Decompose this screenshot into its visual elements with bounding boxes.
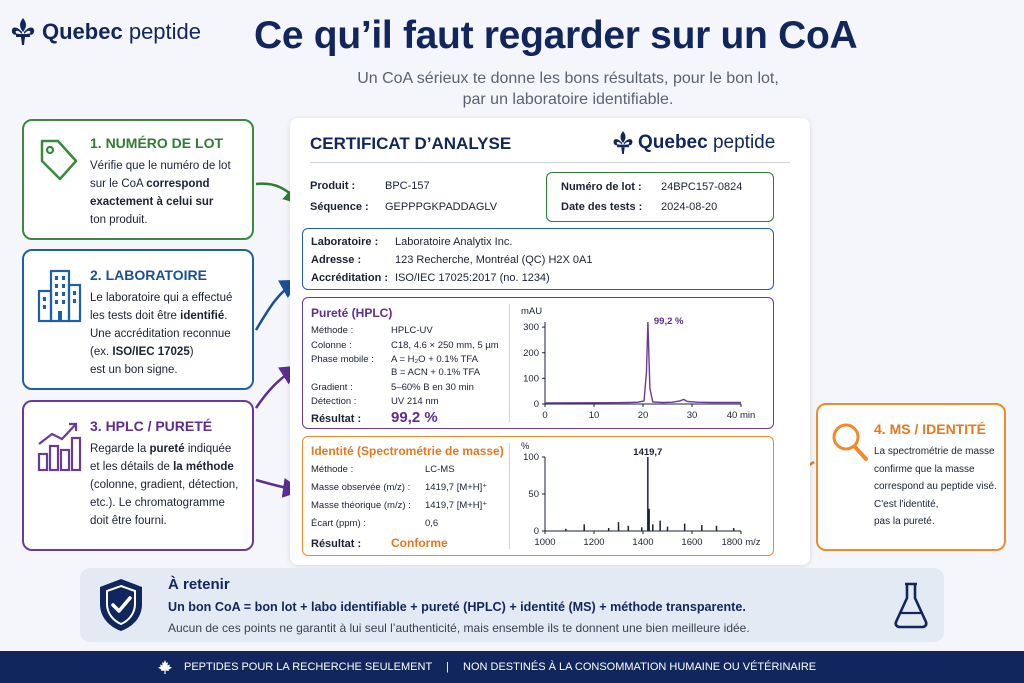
- certificate-brand: Quebec peptide: [612, 130, 775, 156]
- card-lot-text: Vérifie que le numéro de lot sur le CoA correspond exactement à celui sur ton produit.: [90, 160, 231, 226]
- shield-check-icon: [96, 576, 146, 634]
- key-takeaway: [80, 568, 944, 642]
- x-tick-label: 1800 m/z: [721, 537, 761, 548]
- footer-right: NON DESTINÉS À LA CONSOMMATION HUMAINE OU VÉTÉRINAIRE: [463, 661, 817, 673]
- brand-name: Quebec peptide: [42, 19, 202, 44]
- y-tick-label: 200: [523, 347, 539, 359]
- x-tick-label: 20: [637, 410, 649, 421]
- card-lot-title: 1. NUMÉRO DE LOT: [90, 135, 224, 151]
- product-value: BPC-157: [385, 180, 430, 192]
- product-row: Produit :: [310, 180, 356, 192]
- card-ms-title: 4. MS / IDENTITÉ: [874, 421, 987, 437]
- flask-icon: [892, 580, 930, 630]
- purity-title: Pureté (HPLC): [311, 306, 393, 320]
- x-tick-label: 1000: [534, 537, 556, 548]
- card-laboratory-title: 2. LABORATOIRE: [90, 267, 207, 283]
- identity-result: Conforme: [391, 536, 448, 550]
- hplc-chromatogram: [515, 302, 773, 426]
- purity-box: Pureté (HPLC) Méthode : HPLC-UV Colonne : C18, 4.6 × 250 mm, 5 µm Phase mobile : A = H₂O + 0.1% TFA B = ACN + 0.1% TFA Gradient : 5–60% B en 30 min Détection : UV 214 nm Résultat : 99,2 % mAU 0 100 200 300 0 10 20 30 40 min 99,2 %: [302, 297, 774, 429]
- address-value: 123 Recherche, Montréal (QC) H2X 0A1: [395, 254, 593, 266]
- y-tick-label: 0: [533, 399, 539, 410]
- x-tick-label: 10: [588, 410, 600, 421]
- y-tick-label: 100: [523, 452, 539, 463]
- card-hplc-title: 3. HPLC / PURETÉ: [90, 418, 213, 434]
- x-tick-label: 40 min: [726, 410, 756, 421]
- date-value: 2024-08-20: [661, 201, 718, 213]
- lot-value: 24BPC157-0824: [661, 181, 743, 193]
- footer-left: PEPTIDES POUR LA RECHERCHE SEULEMENT: [184, 661, 433, 673]
- x-tick-label: 0: [542, 410, 548, 421]
- accreditation-value: ISO/IEC 17025:2017 (no. 1234): [395, 272, 550, 284]
- y-axis-label: mAU: [521, 306, 543, 317]
- x-tick-label: 1200: [583, 537, 605, 548]
- page-subtitle: Un CoA sérieux te donne les bons résultats, pour le bon lot, par un laboratoire identifiable.: [357, 70, 779, 108]
- y-tick-label: 100: [523, 373, 539, 385]
- lab-box: Laboratoire : Laboratoire Analytix Inc. Adresse : 123 Recherche, Montréal (QC) H2X 0A1 Accréditation : ISO/IEC 17025:2017 (no. 1234): [302, 228, 774, 290]
- lab-value: Laboratoire Analytix Inc.: [395, 236, 513, 248]
- y-tick-label: 0: [533, 526, 539, 537]
- sequence-value: GEPPPGKPADDAGLV: [385, 201, 498, 213]
- takeaway-line2: Aucun de ces points ne garantit à lui seul l’authenticité, mais ensemble ils te donnent une bien meilleure idée.: [168, 621, 750, 635]
- certificate-divider: [310, 162, 790, 163]
- certificate-title: CERTIFICAT D’ANALYSE: [310, 134, 512, 153]
- y-axis-label: %: [521, 441, 530, 452]
- peak-label: 1419,7: [633, 447, 663, 458]
- maple-leaf-icon: [158, 660, 172, 674]
- card-ms-text: La spectrométrie de masse confirme que la masse correspond au peptide visé. C'est l'identité, pas la pureté.: [874, 446, 997, 527]
- sequence-row: Séquence :: [310, 201, 369, 213]
- y-tick-label: 300: [523, 322, 539, 334]
- certificate-document: [290, 118, 810, 565]
- peak-label: 99,2 %: [653, 316, 684, 327]
- y-tick-label: 50: [528, 489, 539, 500]
- x-tick-label: 1400: [632, 537, 654, 548]
- takeaway-line1: Un bon CoA = bon lot + labo identifiable + pureté (HPLC) + identité (MS) + méthode transparente.: [168, 600, 746, 614]
- identity-box: Identité (Spectrométrie de masse) Méthode : LC-MS Masse observée (m/z) : 1419,7 [M+H]⁺ Masse théorique (m/z) : 1419,7 [M+H]⁺ Écart (ppm) : 0,6 Résultat : Conforme % 0 50 100 1000 1200 1400 1600 1800 m/z 1419,7: [302, 436, 774, 556]
- mass-spectrum: [515, 441, 773, 553]
- lot-box: Numéro de lot : 24BPC157-0824 Date des tests : 2024-08-20: [546, 172, 774, 222]
- x-tick-label: 1600: [681, 537, 703, 548]
- page-title: Ce qu’il faut regarder sur un CoA: [254, 14, 858, 57]
- chromatogram-line: [545, 322, 741, 403]
- card-laboratory-text: Le laboratoire qui a effectué les tests doit être identifié. Une accréditation reconnue (ex. ISO/IEC 17025) est un bon signe.: [90, 292, 233, 376]
- fleur-de-lis-icon: [612, 130, 634, 156]
- takeaway-title: À retenir: [168, 576, 230, 593]
- identity-title: Identité (Spectrométrie de masse): [311, 444, 504, 458]
- footer-separator: |: [446, 661, 450, 673]
- x-tick-label: 30: [686, 410, 698, 421]
- purity-result: 99,2 %: [391, 409, 438, 426]
- card-hplc-text: Regarde la pureté indiquée et les détails de la méthode (colonne, gradient, détection, etc.). Le chromatogramme doit être fourni.: [90, 443, 239, 527]
- footer-banner: [0, 651, 1024, 683]
